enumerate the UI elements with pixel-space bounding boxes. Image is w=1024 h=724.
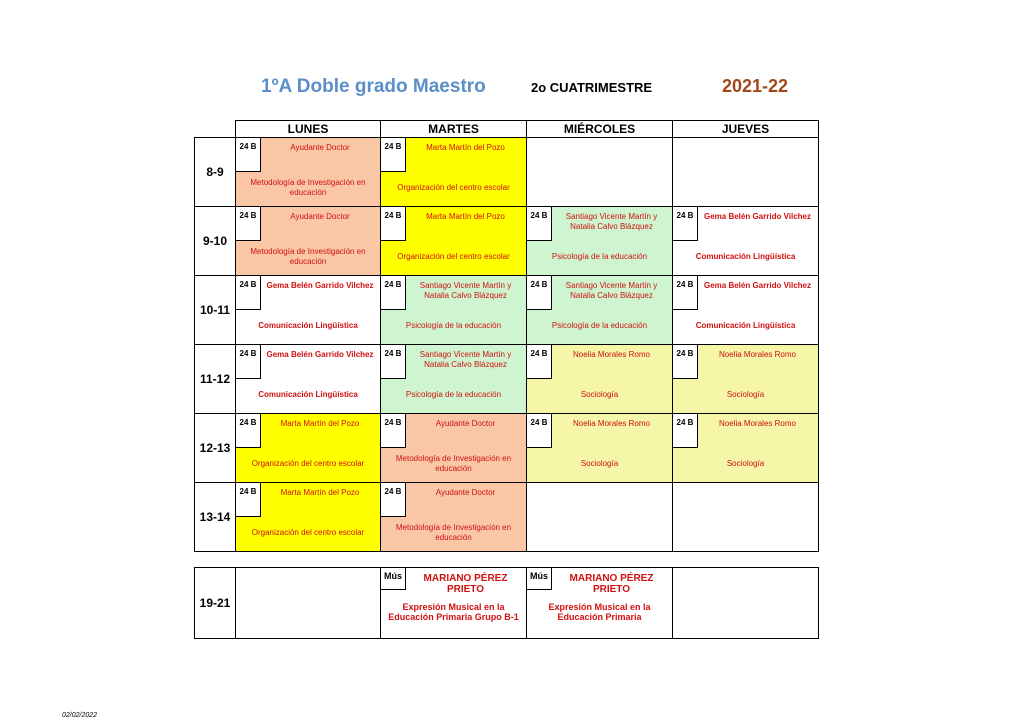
- time-slot-row: [195, 568, 819, 639]
- room-label: 24 B: [381, 414, 406, 448]
- class-cell: [527, 276, 673, 345]
- academic-year: 2021-22: [722, 76, 789, 96]
- corner-cell: [195, 121, 236, 138]
- teacher-name: MARIANO PÉREZ PRIETO: [569, 573, 654, 595]
- time-label: 11-12: [195, 345, 236, 414]
- teacher-name: Ayudante Doctor: [290, 212, 350, 221]
- subject-name: Sociología: [580, 390, 619, 399]
- class-cell: [236, 207, 381, 276]
- teacher-name: Ayudante Doctor: [435, 419, 496, 428]
- empty-cell: [673, 483, 819, 552]
- footer-date: 02/02/2022: [62, 712, 98, 719]
- teacher-name: Santiago Vicente Martín y Natalia Calvo Blázquez: [419, 350, 512, 369]
- time-slot-row: [195, 483, 819, 552]
- subject-name: Comunicación Lingüística: [695, 321, 796, 330]
- room-label: 24 B: [381, 138, 406, 172]
- teacher-name: Marta Martín del Pozo: [280, 488, 360, 497]
- teacher-name: Ayudante Doctor: [290, 143, 350, 152]
- class-cell: [673, 414, 819, 483]
- subject-name: Metodología de Investigación en educación: [395, 454, 512, 473]
- time-slot-row: [195, 345, 819, 414]
- teacher-name: Noelia Morales Romo: [719, 350, 796, 359]
- class-cell: [527, 207, 673, 276]
- class-cell: [236, 483, 381, 552]
- subject-name: Metodología de Investigación en educación: [250, 178, 366, 197]
- time-label: 10-11: [195, 276, 236, 345]
- empty-cell: [527, 483, 673, 552]
- day-header: JUEVES: [673, 121, 819, 138]
- room-label: 24 B: [236, 138, 261, 172]
- room-label: 24 B: [236, 414, 261, 448]
- time-slot-row: [195, 138, 819, 207]
- empty-cell: [673, 138, 819, 207]
- class-cell: [236, 414, 381, 483]
- subject-name: Sociología: [580, 459, 619, 468]
- class-cell: [236, 138, 381, 207]
- room-label: 24 B: [236, 345, 261, 379]
- time-label: 19-21: [195, 568, 236, 639]
- subject-name: Psicología de la educación: [405, 390, 502, 399]
- teacher-name: Noelia Morales Romo: [719, 419, 796, 428]
- class-cell: [381, 276, 527, 345]
- class-cell: [381, 345, 527, 414]
- time-label: 8-9: [195, 138, 236, 207]
- subject-name: Psicología de la educación: [551, 321, 648, 330]
- room-label: 24 B: [236, 276, 261, 310]
- subject-name: Sociología: [726, 459, 765, 468]
- room-label: 24 B: [381, 345, 406, 379]
- semester-label: 2o CUATRIMESTRE: [531, 80, 653, 95]
- subject-name: Psicología de la educación: [551, 252, 648, 261]
- teacher-name: Marta Martín del Pozo: [426, 143, 505, 152]
- teacher-name: Gema Belén Garrido Vilchez: [703, 281, 811, 290]
- subject-name: Organización del centro escolar: [251, 459, 365, 468]
- empty-cell: [673, 568, 819, 639]
- class-cell: [527, 568, 673, 639]
- teacher-name: Ayudante Doctor: [435, 488, 496, 497]
- time-slot-row: [195, 414, 819, 483]
- subject-name: Organización del centro escolar: [397, 252, 510, 261]
- room-label: 24 B: [236, 207, 261, 241]
- empty-cell: [527, 138, 673, 207]
- time-label: 12-13: [195, 414, 236, 483]
- class-cell: [381, 568, 527, 639]
- class-cell: [381, 414, 527, 483]
- time-slot-row: [195, 207, 819, 276]
- teacher-name: Santiago Vicente Martín y Natalia Calvo Blázquez: [565, 212, 658, 231]
- teacher-name: Noelia Morales Romo: [573, 419, 650, 428]
- subject-name: Metodología de Investigación en educación: [250, 247, 366, 266]
- day-header: MARTES: [381, 121, 527, 138]
- day-header: MIÉRCOLES: [527, 121, 673, 138]
- class-cell: [673, 207, 819, 276]
- teacher-name: MARIANO PÉREZ PRIETO: [423, 573, 508, 595]
- subject-name: Sociología: [726, 390, 765, 399]
- class-cell: [381, 138, 527, 207]
- subject-name: Expresión Musical en la Educación Primaria Grupo B-1: [388, 602, 519, 622]
- subject-name: Organización del centro escolar: [251, 528, 365, 537]
- teacher-name: Noelia Morales Romo: [573, 350, 650, 359]
- subject-name: Comunicación Lingüística: [258, 321, 358, 330]
- subject-name: Metodología de Investigación en educación: [395, 523, 512, 542]
- class-cell: [527, 345, 673, 414]
- day-header: LUNES: [236, 121, 381, 138]
- class-cell: [527, 414, 673, 483]
- time-slot-row: [195, 276, 819, 345]
- teacher-name: Marta Martín del Pozo: [280, 419, 360, 428]
- room-label: 24 B: [527, 345, 552, 379]
- room-label: Mús: [381, 568, 406, 590]
- room-label: 24 B: [673, 414, 698, 448]
- room-label: 24 B: [381, 483, 406, 517]
- day-header-row: [195, 121, 819, 138]
- time-label: 13-14: [195, 483, 236, 552]
- class-cell: [673, 276, 819, 345]
- teacher-name: Gema Belén Garrido Vilchez: [266, 350, 374, 359]
- class-cell: [381, 207, 527, 276]
- class-cell: [673, 345, 819, 414]
- room-label: 24 B: [381, 276, 406, 310]
- teacher-name: Santiago Vicente Martín y Natalia Calvo Blázquez: [565, 281, 658, 300]
- teacher-name: Gema Belén Garrido Vilchez: [266, 281, 374, 290]
- room-label: 24 B: [527, 276, 552, 310]
- subject-name: Comunicación Lingüística: [258, 390, 358, 399]
- class-cell: [236, 276, 381, 345]
- room-label: 24 B: [673, 207, 698, 241]
- teacher-name: Marta Martín del Pozo: [426, 212, 505, 221]
- room-label: 24 B: [673, 276, 698, 310]
- time-label: 9-10: [195, 207, 236, 276]
- room-label: 24 B: [673, 345, 698, 379]
- room-label: 24 B: [381, 207, 406, 241]
- subject-name: Comunicación Lingüística: [695, 252, 796, 261]
- class-cell: [381, 483, 527, 552]
- evening-table: [194, 567, 819, 639]
- page-title: 1ºA Doble grado Maestro: [261, 76, 486, 97]
- subject-name: Organización del centro escolar: [397, 183, 510, 192]
- subject-name: Expresión Musical en la Educación Primaria: [548, 602, 651, 622]
- room-label: 24 B: [527, 414, 552, 448]
- class-cell: [236, 345, 381, 414]
- subject-name: Psicología de la educación: [405, 321, 502, 330]
- teacher-name: Gema Belén Garrido Vilchez: [703, 212, 811, 221]
- teacher-name: Santiago Vicente Martín y Natalia Calvo Blázquez: [419, 281, 512, 300]
- room-label: Mús: [527, 568, 552, 590]
- room-label: 24 B: [527, 207, 552, 241]
- room-label: 24 B: [236, 483, 261, 517]
- empty-cell: [236, 568, 381, 639]
- schedule-table: [194, 120, 819, 552]
